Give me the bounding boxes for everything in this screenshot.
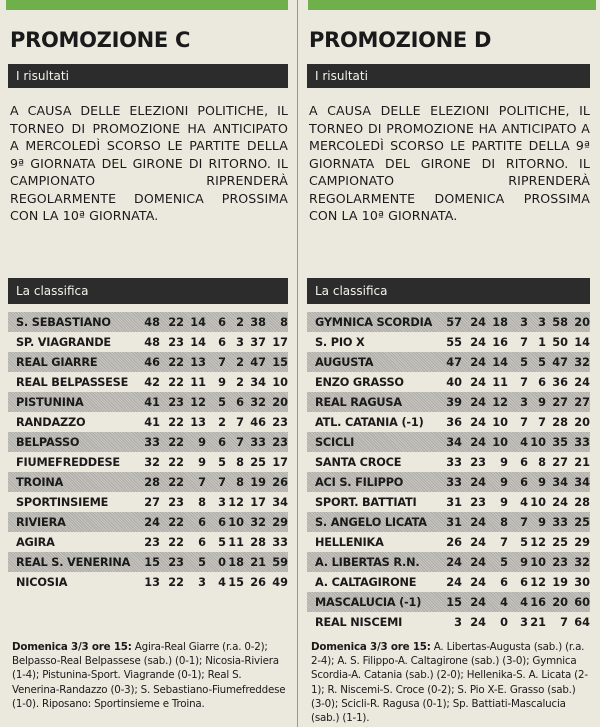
team-name: RIVIERA <box>16 515 66 529</box>
table-row <box>8 572 288 592</box>
stat-cell: 12 <box>228 495 244 509</box>
table-row <box>307 452 590 472</box>
team-name: REAL NISCEMI <box>315 615 403 629</box>
table-row <box>307 312 590 332</box>
stat-cell: 6 <box>520 475 528 489</box>
team-name: SP. VIAGRANDE <box>16 335 111 349</box>
stat-cell: 33 <box>250 435 266 449</box>
stat-cell: 23 <box>272 435 288 449</box>
team-name: S. PIO X <box>315 335 365 349</box>
stat-cell: 6 <box>520 575 528 589</box>
stat-cell: 7 <box>500 535 508 549</box>
stat-cell: 32 <box>574 355 590 369</box>
stat-cell: 24 <box>470 475 486 489</box>
stat-cell: 24 <box>144 515 160 529</box>
stat-cell: 18 <box>228 555 244 569</box>
stat-cell: 7 <box>218 475 226 489</box>
stat-cell: 24 <box>470 435 486 449</box>
stat-cell: 24 <box>470 595 486 609</box>
stat-cell: 7 <box>560 615 568 629</box>
stat-cell: 4 <box>520 595 528 609</box>
stat-cell: 9 <box>500 475 508 489</box>
stat-cell: 22 <box>168 535 184 549</box>
team-name: REAL GIARRE <box>16 355 98 369</box>
stat-cell: 27 <box>552 455 568 469</box>
team-name: FIUMEFREDDESE <box>16 455 120 469</box>
stat-cell: 7 <box>198 475 206 489</box>
notice-text: A CAUSA DELLE ELEZIONI POLITICHE, IL TORNEO DI PROMOZIONE HA ANTICIPATO A MERCOLEDÌ SCORSO LE PARTITE DELLA 9ª GIORNATA DEL GIRONE DI RITORNO. IL CAMPIONATO RIPRENDERÀ REGOLARMENTE DOMENICA PROSSIMA CON LA 10ª GIORNATA. <box>10 103 288 223</box>
stat-cell: 9 <box>500 455 508 469</box>
stat-cell: 3 <box>538 315 546 329</box>
stat-cell: 28 <box>250 535 266 549</box>
stat-cell: 34 <box>446 435 462 449</box>
stat-cell: 17 <box>250 495 266 509</box>
stat-cell: 9 <box>520 555 528 569</box>
stat-cell: 23 <box>470 495 486 509</box>
standings-header: La classifica <box>307 278 590 304</box>
stat-cell: 24 <box>470 415 486 429</box>
stat-cell: 10 <box>530 495 546 509</box>
stat-cell: 3 <box>520 315 528 329</box>
fixtures-text <box>311 640 590 725</box>
stat-cell: 11 <box>190 375 206 389</box>
stat-cell: 24 <box>552 495 568 509</box>
stat-cell: 19 <box>552 575 568 589</box>
stat-cell: 24 <box>470 555 486 569</box>
fixtures-list: Agira-Real Giarre (r.a. 0-2); Belpasso-Real Belpassese (sab.) (0-1); Nicosia-Riviera (1-4); Pistunina-Sport. Viagrande (0-1); Real S. Venerina-Randazzo (0-3); S. Sebastiano-Fiumefreddese (1-0). Riposano: Sportinsieme e Troina. <box>12 641 286 710</box>
table-row <box>307 352 590 372</box>
stat-cell: 6 <box>500 575 508 589</box>
stat-cell: 36 <box>552 375 568 389</box>
stat-cell: 23 <box>168 335 184 349</box>
team-name: REAL S. VENERINA <box>16 555 131 569</box>
stat-cell: 7 <box>520 415 528 429</box>
stat-cell: 26 <box>446 535 462 549</box>
stat-cell: 6 <box>198 535 206 549</box>
stat-cell: 24 <box>470 375 486 389</box>
table-row <box>307 612 590 632</box>
stat-cell: 34 <box>574 475 590 489</box>
standings-table <box>307 312 590 632</box>
stat-cell: 3 <box>454 615 462 629</box>
stat-cell: 2 <box>218 415 226 429</box>
stat-cell: 20 <box>552 595 568 609</box>
stat-cell: 24 <box>470 515 486 529</box>
results-header: I risultati <box>307 64 590 88</box>
table-row <box>307 472 590 492</box>
stat-cell: 5 <box>538 355 546 369</box>
stat-cell: 27 <box>144 495 160 509</box>
stat-cell: 12 <box>190 395 206 409</box>
stat-cell: 8 <box>280 315 288 329</box>
table-row <box>8 552 288 572</box>
stat-cell: 33 <box>574 435 590 449</box>
stat-cell: 8 <box>500 515 508 529</box>
team-name: REAL BELPASSESE <box>16 375 129 389</box>
stat-cell: 9 <box>538 515 546 529</box>
stat-cell: 3 <box>198 575 206 589</box>
stat-cell: 22 <box>168 475 184 489</box>
table-row <box>8 392 288 412</box>
team-name: ENZO GRASSO <box>315 375 404 389</box>
stat-cell: 22 <box>168 435 184 449</box>
stat-cell: 32 <box>250 395 266 409</box>
stat-cell: 28 <box>574 495 590 509</box>
table-row <box>307 572 590 592</box>
stat-cell: 24 <box>470 395 486 409</box>
stat-cell: 4 <box>218 575 226 589</box>
stat-cell: 31 <box>446 495 462 509</box>
stat-cell: 7 <box>236 435 244 449</box>
stat-cell: 22 <box>168 415 184 429</box>
stat-cell: 25 <box>250 455 266 469</box>
stat-cell: 23 <box>470 455 486 469</box>
stat-cell: 36 <box>446 415 462 429</box>
stat-cell: 7 <box>520 375 528 389</box>
team-name: TROINA <box>16 475 64 489</box>
stat-cell: 26 <box>272 475 288 489</box>
stat-cell: 3 <box>236 335 244 349</box>
stat-cell: 10 <box>228 515 244 529</box>
stat-cell: 8 <box>538 455 546 469</box>
league-title: PROMOZIONE D <box>309 28 492 52</box>
stat-cell: 9 <box>198 435 206 449</box>
stat-cell: 5 <box>500 555 508 569</box>
stat-cell: 22 <box>168 515 184 529</box>
stat-cell: 41 <box>144 415 160 429</box>
table-row <box>8 512 288 532</box>
stat-cell: 40 <box>446 375 462 389</box>
stat-cell: 23 <box>272 415 288 429</box>
stat-cell: 17 <box>272 455 288 469</box>
stat-cell: 28 <box>552 415 568 429</box>
stat-cell: 10 <box>272 375 288 389</box>
stat-cell: 32 <box>574 555 590 569</box>
team-name: GYMNICA SCORDIA <box>315 315 433 329</box>
stat-cell: 2 <box>236 375 244 389</box>
stat-cell: 26 <box>250 575 266 589</box>
stat-cell: 35 <box>552 435 568 449</box>
stat-cell: 10 <box>492 435 508 449</box>
color-strip <box>6 0 288 10</box>
stat-cell: 16 <box>530 595 546 609</box>
fixtures-heading: Domenica 3/3 ore 15: <box>12 641 132 653</box>
team-name: A. LIBERTAS R.N. <box>315 555 420 569</box>
stat-cell: 24 <box>470 535 486 549</box>
stat-cell: 24 <box>446 555 462 569</box>
stat-cell: 24 <box>470 335 486 349</box>
stat-cell: 0 <box>218 555 226 569</box>
results-header: I risultati <box>8 64 288 88</box>
stat-cell: 6 <box>198 515 206 529</box>
stat-cell: 8 <box>236 455 244 469</box>
stat-cell: 32 <box>144 455 160 469</box>
stat-cell: 15 <box>228 575 244 589</box>
table-row <box>307 592 590 612</box>
table-row <box>307 552 590 572</box>
stat-cell: 6 <box>218 335 226 349</box>
stat-cell: 55 <box>446 335 462 349</box>
table-row <box>8 352 288 372</box>
stat-cell: 30 <box>574 575 590 589</box>
stat-cell: 23 <box>168 555 184 569</box>
stat-cell: 3 <box>520 615 528 629</box>
table-row <box>8 532 288 552</box>
color-strip <box>308 0 596 10</box>
stat-cell: 22 <box>168 355 184 369</box>
stat-cell: 33 <box>446 475 462 489</box>
column-divider <box>297 0 298 727</box>
stat-cell: 2 <box>236 315 244 329</box>
stat-cell: 9 <box>198 455 206 469</box>
stat-cell: 13 <box>190 355 206 369</box>
stat-cell: 9 <box>500 495 508 509</box>
stat-cell: 21 <box>530 615 546 629</box>
stat-cell: 48 <box>144 315 160 329</box>
stat-cell: 49 <box>272 575 288 589</box>
stat-cell: 24 <box>470 575 486 589</box>
team-name: MASCALUCIA (-1) <box>315 595 422 609</box>
team-name: ATL. CATANIA (-1) <box>315 415 424 429</box>
team-name: S. ANGELO LICATA <box>315 515 427 529</box>
stat-cell: 47 <box>250 355 266 369</box>
stat-cell: 22 <box>168 575 184 589</box>
stat-cell: 6 <box>218 515 226 529</box>
stat-cell: 0 <box>500 615 508 629</box>
stat-cell: 9 <box>538 475 546 489</box>
table-row <box>307 392 590 412</box>
team-name: PISTUNINA <box>16 395 84 409</box>
stat-cell: 4 <box>500 595 508 609</box>
stat-cell: 23 <box>552 555 568 569</box>
stat-cell: 47 <box>446 355 462 369</box>
stat-cell: 15 <box>446 595 462 609</box>
stat-cell: 5 <box>520 355 528 369</box>
table-row <box>8 372 288 392</box>
stat-cell: 7 <box>218 355 226 369</box>
stat-cell: 23 <box>168 395 184 409</box>
stat-cell: 10 <box>530 555 546 569</box>
stat-cell: 22 <box>168 455 184 469</box>
stat-cell: 22 <box>168 315 184 329</box>
stat-cell: 33 <box>552 515 568 529</box>
stat-cell: 12 <box>530 535 546 549</box>
stat-cell: 8 <box>236 475 244 489</box>
stat-cell: 21 <box>250 555 266 569</box>
league-title: PROMOZIONE C <box>10 28 191 52</box>
table-row <box>8 432 288 452</box>
stat-cell: 7 <box>236 415 244 429</box>
stat-cell: 6 <box>538 375 546 389</box>
stat-cell: 14 <box>190 315 206 329</box>
stat-cell: 12 <box>530 575 546 589</box>
table-row <box>307 432 590 452</box>
stat-cell: 42 <box>144 375 160 389</box>
stat-cell: 13 <box>144 575 160 589</box>
stat-cell: 5 <box>218 455 226 469</box>
stat-cell: 39 <box>446 395 462 409</box>
stat-cell: 46 <box>250 415 266 429</box>
stat-cell: 29 <box>574 535 590 549</box>
stat-cell: 10 <box>492 415 508 429</box>
stat-cell: 10 <box>530 435 546 449</box>
stat-cell: 6 <box>218 435 226 449</box>
stat-cell: 27 <box>574 395 590 409</box>
stat-cell: 18 <box>492 315 508 329</box>
stat-cell: 24 <box>470 355 486 369</box>
stat-cell: 20 <box>574 415 590 429</box>
table-row <box>307 532 590 552</box>
stat-cell: 33 <box>144 435 160 449</box>
stat-cell: 6 <box>236 395 244 409</box>
stat-cell: 5 <box>218 395 226 409</box>
stat-cell: 1 <box>538 335 546 349</box>
stat-cell: 33 <box>272 535 288 549</box>
stat-cell: 11 <box>492 375 508 389</box>
stat-cell: 34 <box>250 375 266 389</box>
stat-cell: 32 <box>250 515 266 529</box>
table-row <box>8 492 288 512</box>
stat-cell: 21 <box>574 455 590 469</box>
table-row <box>8 312 288 332</box>
stat-cell: 46 <box>144 355 160 369</box>
stat-cell: 34 <box>552 475 568 489</box>
stat-cell: 23 <box>168 495 184 509</box>
team-name: AGIRA <box>16 535 55 549</box>
stat-cell: 5 <box>520 535 528 549</box>
stat-cell: 13 <box>190 415 206 429</box>
stat-cell: 9 <box>218 375 226 389</box>
stat-cell: 20 <box>272 395 288 409</box>
stat-cell: 14 <box>492 355 508 369</box>
stat-cell: 12 <box>492 395 508 409</box>
stat-cell: 29 <box>272 515 288 529</box>
stat-cell: 19 <box>250 475 266 489</box>
team-name: SPORTINSIEME <box>16 495 109 509</box>
team-name: RANDAZZO <box>16 415 86 429</box>
stat-cell: 5 <box>198 555 206 569</box>
stat-cell: 60 <box>574 595 590 609</box>
stat-cell: 3 <box>218 495 226 509</box>
stat-cell: 4 <box>520 435 528 449</box>
stat-cell: 11 <box>228 535 244 549</box>
stat-cell: 20 <box>574 315 590 329</box>
stat-cell: 25 <box>552 535 568 549</box>
stat-cell: 22 <box>168 375 184 389</box>
standings-table <box>8 312 288 592</box>
team-name: AUGUSTA <box>315 355 374 369</box>
table-row <box>307 492 590 512</box>
stat-cell: 48 <box>144 335 160 349</box>
stat-cell: 7 <box>520 335 528 349</box>
stat-cell: 64 <box>574 615 590 629</box>
stat-cell: 28 <box>144 475 160 489</box>
stat-cell: 25 <box>574 515 590 529</box>
team-name: ACI S. FILIPPO <box>315 475 404 489</box>
stat-cell: 15 <box>272 355 288 369</box>
table-row <box>8 412 288 432</box>
table-row <box>307 372 590 392</box>
table-row <box>8 472 288 492</box>
stat-cell: 24 <box>446 575 462 589</box>
fixtures-text <box>12 640 288 711</box>
stat-cell: 24 <box>470 615 486 629</box>
stat-cell: 27 <box>552 395 568 409</box>
stat-cell: 14 <box>190 335 206 349</box>
team-name: SPORT. BATTIATI <box>315 495 417 509</box>
fixtures-heading: Domenica 3/3 ore 15: <box>311 641 431 653</box>
stat-cell: 16 <box>492 335 508 349</box>
stat-cell: 41 <box>144 395 160 409</box>
stat-cell: 3 <box>520 395 528 409</box>
stat-cell: 47 <box>552 355 568 369</box>
team-name: NICOSIA <box>16 575 68 589</box>
stat-cell: 4 <box>520 495 528 509</box>
team-name: SANTA CROCE <box>315 455 402 469</box>
stat-cell: 24 <box>574 375 590 389</box>
team-name: S. SEBASTIANO <box>16 315 111 329</box>
stat-cell: 17 <box>272 335 288 349</box>
stat-cell: 5 <box>218 535 226 549</box>
stat-cell: 2 <box>236 355 244 369</box>
stat-cell: 6 <box>520 455 528 469</box>
table-row <box>307 332 590 352</box>
stat-cell: 23 <box>144 535 160 549</box>
table-row <box>307 512 590 532</box>
stat-cell: 8 <box>198 495 206 509</box>
notice-text: A CAUSA DELLE ELEZIONI POLITICHE, IL TORNEO DI PROMOZIONE HA ANTICIPATO A MERCOLEDÌ SCORSO LE PARTITE DELLA 9ª GIORNATA DEL GIRONE DI RITORNO. IL CAMPIONATO RIPRENDERÀ REGOLARMENTE DOMENICA PROSSIMA CON LA 10ª GIORNATA. <box>309 103 590 223</box>
stat-cell: 50 <box>552 335 568 349</box>
team-name: REAL RAGUSA <box>315 395 402 409</box>
table-row <box>8 332 288 352</box>
stat-cell: 7 <box>538 415 546 429</box>
stat-cell: 7 <box>520 515 528 529</box>
stat-cell: 58 <box>552 315 568 329</box>
team-name: SCICLI <box>315 435 355 449</box>
team-name: HELLENIKA <box>315 535 384 549</box>
stat-cell: 6 <box>218 315 226 329</box>
table-row <box>8 452 288 472</box>
standings-header: La classifica <box>8 278 288 304</box>
team-name: A. CALTAGIRONE <box>315 575 417 589</box>
stat-cell: 57 <box>446 315 462 329</box>
stat-cell: 37 <box>250 335 266 349</box>
stat-cell: 9 <box>538 395 546 409</box>
stat-cell: 31 <box>446 515 462 529</box>
stat-cell: 14 <box>574 335 590 349</box>
table-row <box>307 412 590 432</box>
stat-cell: 59 <box>272 555 288 569</box>
stat-cell: 24 <box>470 315 486 329</box>
stat-cell: 38 <box>250 315 266 329</box>
stat-cell: 34 <box>272 495 288 509</box>
stat-cell: 15 <box>144 555 160 569</box>
stat-cell: 33 <box>446 455 462 469</box>
team-name: BELPASSO <box>16 435 80 449</box>
fixtures-list: A. Libertas-Augusta (sab.) (r.a. 2-4); A. S. Filippo-A. Caltagirone (sab.) (3-0); Gymnica Scordia-A. Catania (sab.) (2-0); Hellenika-S. A. Licata (2-1); R. Niscemi-S. Croce (0-2); S. Pio X-E. Grasso (sab.) (3-0); Scicli-R. Ragusa (0-1); Sp. Battiati-Mascalucia (sab.) (1-1). <box>311 641 588 725</box>
